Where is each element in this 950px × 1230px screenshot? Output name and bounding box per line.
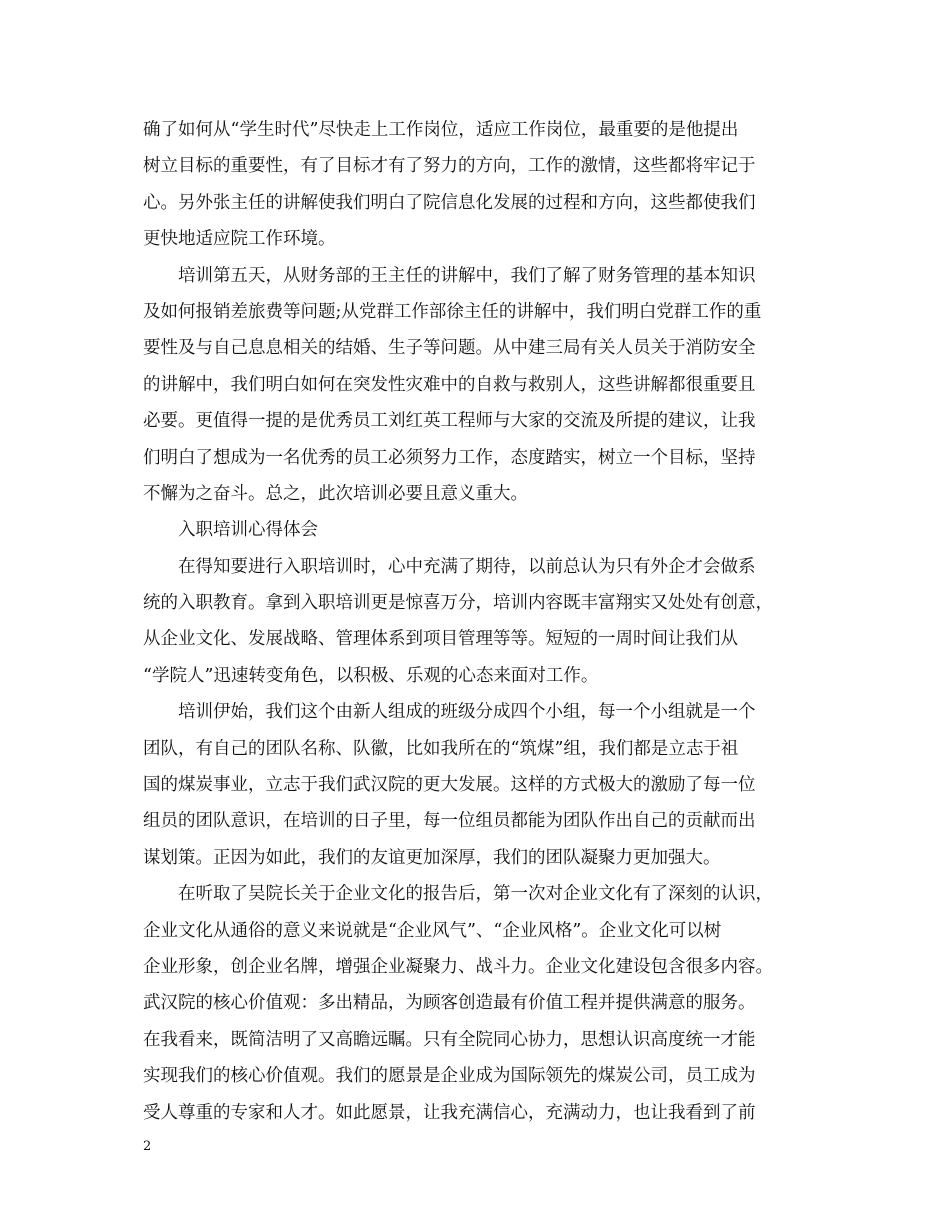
text-line: 团队，有自己的团队名称、队徽，比如我所在的“筑煤”组，我们都是立志于祖 [143, 738, 739, 759]
text-line: 更快地适应院工作环境。 [143, 229, 336, 250]
text-line: 从企业文化、发展战略、管理体系到项目管理等等。短短的一周时间让我们从 [143, 629, 738, 650]
text-line: 不懈为之奋斗。总之，此次培训必要且意义重大。 [143, 483, 528, 504]
page-number: 2 [143, 1139, 152, 1154]
text-line: 确了如何从“学生时代”尽快走上工作岗位，适应工作岗位，最重要的是他提出 [143, 120, 739, 140]
paragraph-start-line: 培训第五天，从财务部的王主任的讲解中，我们了解了财务管理的基本知识 [178, 265, 756, 286]
paragraph-start-line: 在听取了吴院长关于企业文化的报告后，第一次对企业文化有了深刻的认识， [178, 884, 773, 905]
text-line: 在我看来，既简洁明了又高瞻远瞩。只有全院同心协力，思想认识高度统一才能 [143, 1029, 756, 1050]
text-line: 们明白了想成为一名优秀的员工必须努力工作，态度踏实，树立一个目标，坚持 [143, 447, 756, 468]
text-line: 及如何报销差旅费等问题;从党群工作部徐主任的讲解中，我们明白党群工作的重 [143, 301, 762, 322]
paragraph-start-line: 在得知要进行入职培训时，心中充满了期待，以前总认为只有外企才会做系 [178, 556, 756, 577]
text-line: 企业文化从通俗的意义来说就是“企业风气”、“企业风格”。企业文化可以树 [143, 920, 722, 941]
text-line: 谋划策。正因为如此，我们的友谊更加深厚，我们的团队凝聚力更加强大。 [143, 847, 721, 868]
document-body [143, 112, 823, 1131]
text-line: 受人尊重的专家和人才。如此愿景，让我充满信心，充满动力，也让我看到了前 [143, 1102, 756, 1123]
text-line: 国的煤炭事业，立志于我们武汉院的更大发展。这样的方式极大的激励了每一位 [143, 775, 756, 796]
text-line: 要性及与自己息息相关的结婚、生子等问题。从中建三局有关人员关于消防安全 [143, 338, 756, 359]
text-line: 心。另外张主任的讲解使我们明白了院信息化发展的过程和方向，这些都使我们 [143, 192, 756, 213]
text-line: 统的入职教育。拿到入职培训更是惊喜万分，培训内容既丰富翔实又处处有创意， [143, 593, 773, 614]
text-line: 企业形象，创企业名牌，增强企业凝聚力、战斗力。企业文化建设包含很多内容。 [143, 956, 773, 977]
text-line: 武汉院的核心价值观：多出精品，为顾客创造最有价值工程并提供满意的服务。 [143, 993, 756, 1014]
text-line: 实现我们的核心价值观。我们的愿景是企业成为国际领先的煤炭公司，员工成为 [143, 1066, 756, 1087]
section-heading: 入职培训心得体会 [178, 520, 318, 541]
text-line: 树立目标的重要性，有了目标才有了努力的方向，工作的激情，这些都将牢记于 [143, 156, 756, 177]
text-line: 组员的团队意识，在培训的日子里，每一位组员都能为团队作出自己的贡献而出 [143, 811, 756, 832]
text-line: “学院人”迅速转变角色，以积极、乐观的心态来面对工作。 [143, 665, 599, 686]
paragraph-start-line: 培训伊始，我们这个由新人组成的班级分成四个小组，每一个小组就是一个 [178, 702, 756, 723]
text-line: 必要。更值得一提的是优秀员工刘红英工程师与大家的交流及所提的建议，让我 [143, 411, 756, 432]
text-line: 的讲解中，我们明白如何在突发性灾难中的自救与救别人，这些讲解都很重要且 [143, 374, 756, 395]
